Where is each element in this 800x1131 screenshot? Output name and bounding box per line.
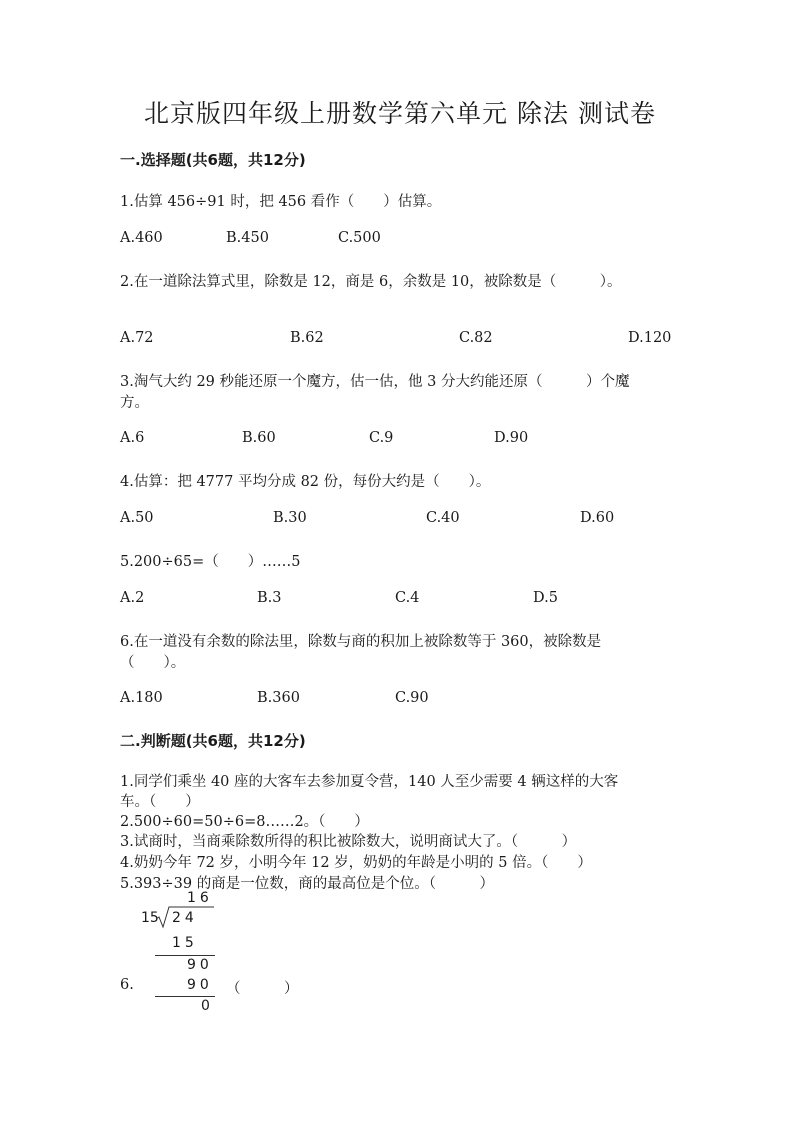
question-2-option-a: A.72 bbox=[120, 330, 154, 346]
section2-heading: 二.判断题(共6题，共12分) bbox=[120, 732, 306, 750]
question-3-option-b: B.60 bbox=[242, 430, 276, 446]
question-5-option-c: C.4 bbox=[395, 590, 420, 606]
question-6-stem-line1: 6.在一道没有余数的除法里，除数与商的积加上被除数等于 360，被除数是 bbox=[120, 634, 602, 650]
question-4-option-a: A.50 bbox=[120, 510, 154, 526]
question-3-option-d: D.90 bbox=[494, 430, 529, 446]
judgement-5: 5.393÷39 的商是一位数，商的最高位是个位。（ ） bbox=[120, 876, 494, 892]
judgement-1-line1: 1.同学们乘坐 40 座的大客车去参加夏令营，140 人至少需要 4 辆这样的大客 bbox=[120, 774, 619, 790]
question-5-option-b: B.3 bbox=[257, 590, 282, 606]
division-step2: 90 bbox=[187, 977, 213, 993]
judgement-2: 2.500÷60=50÷6=8……2。（ ） bbox=[120, 814, 369, 830]
question-2-option-c: C.82 bbox=[459, 330, 493, 346]
section1-heading: 一.选择题(共6题，共12分) bbox=[120, 151, 306, 169]
question-5-option-a: A.2 bbox=[120, 590, 145, 606]
division-rule-2 bbox=[155, 996, 215, 997]
question-2-option-b: B.62 bbox=[290, 330, 324, 346]
question-3-option-a: A.6 bbox=[120, 430, 145, 446]
division-step1: 15 bbox=[172, 935, 198, 951]
question-1-stem: 1.估算 456÷91 时，把 456 看作（ ）估算。 bbox=[120, 194, 442, 210]
division-divisor: 15 bbox=[141, 910, 159, 926]
question-5-stem: 5.200÷65=（ ）……5 bbox=[120, 554, 301, 570]
page-title: 北京版四年级上册数学第六单元 除法 测试卷 bbox=[144, 99, 656, 128]
question-3-stem-line2: 方。 bbox=[120, 395, 149, 411]
question-2-option-d: D.120 bbox=[628, 330, 672, 346]
question-3-option-c: C.9 bbox=[369, 430, 394, 446]
question-3-stem-line1: 3.淘气大约 29 秒能还原一个魔方，估一估，他 3 分大约能还原（ ）个魔 bbox=[120, 374, 630, 390]
division-rule-1 bbox=[155, 955, 215, 956]
question-6-option-b: B.360 bbox=[257, 690, 300, 706]
judgement-3: 3.试商时，当商乘除数所得的积比被除数大，说明商试大了。（ ） bbox=[120, 834, 577, 850]
division-quotient: 16 bbox=[187, 890, 213, 906]
judgement-6-number: 6. bbox=[120, 977, 134, 993]
division-dividend: 24 bbox=[172, 910, 198, 926]
judgement-4: 4.奶奶今年 72 岁，小明今年 12 岁，奶奶的年龄是小明的 5 倍。（ ） bbox=[120, 855, 592, 871]
question-4-option-d: D.60 bbox=[580, 510, 615, 526]
question-4-option-b: B.30 bbox=[273, 510, 307, 526]
judgement-6-paren: （ ） bbox=[226, 981, 299, 997]
question-5-option-d: D.5 bbox=[533, 590, 558, 606]
question-1-option-a: A.460 bbox=[120, 230, 163, 246]
question-4-stem: 4.估算：把 4777 平均分成 82 份，每份大约是（ ）。 bbox=[120, 474, 491, 490]
question-2-stem: 2.在一道除法算式里，除数是 12，商是 6，余数是 10，被除数是（ ）。 bbox=[120, 274, 622, 290]
question-6-option-a: A.180 bbox=[120, 690, 163, 706]
division-remainder1: 90 bbox=[187, 957, 213, 973]
question-1-option-b: B.450 bbox=[226, 230, 269, 246]
division-final: 0 bbox=[201, 998, 214, 1014]
question-6-option-c: C.90 bbox=[395, 690, 429, 706]
judgement-1-line2: 车。（ ） bbox=[120, 794, 200, 810]
question-4-option-c: C.40 bbox=[426, 510, 460, 526]
question-1-option-c: C.500 bbox=[338, 230, 381, 246]
question-6-stem-line2: （ ）。 bbox=[120, 655, 186, 671]
